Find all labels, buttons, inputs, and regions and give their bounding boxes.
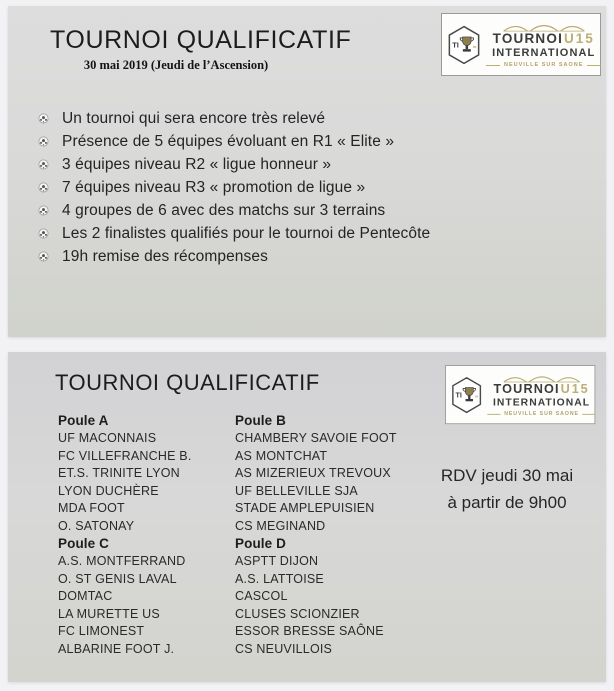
team-row: A.S. LATTOISE xyxy=(235,571,324,586)
logo-age-category: U15 xyxy=(560,381,590,397)
bullet-item: 4 groupes de 6 avec des matchs sur 3 terrains xyxy=(38,199,430,222)
soccer-ball-icon xyxy=(38,205,49,216)
team-row: LA MURETTE US xyxy=(58,606,160,621)
hexagon-trophy-badge-icon xyxy=(451,376,483,414)
team-row: CLUSES SCIONZIER xyxy=(235,606,360,621)
team-row: AS MONTCHAT xyxy=(235,448,328,463)
team-row: FC LIMONEST xyxy=(58,624,145,638)
pool-header: Poule B xyxy=(235,413,286,428)
team-row: ASPTT DIJON xyxy=(235,554,319,568)
team-row: FC VILLEFRANCHE B. xyxy=(58,448,192,463)
team-row: UF MACONNAIS xyxy=(58,431,157,445)
svg-text:85: 85 xyxy=(475,394,479,399)
svg-text:TI: TI xyxy=(452,39,459,49)
pool-d xyxy=(235,535,397,658)
team-row: CS NEUVILLOIS xyxy=(235,641,333,656)
logo-subtitle: INTERNATIONAL xyxy=(492,396,591,409)
pools-column-left xyxy=(58,412,235,658)
divider xyxy=(487,413,500,414)
logo-location: NEUVILLE SUR SAONE xyxy=(504,411,579,417)
bullet-item: 19h remise des récompenses xyxy=(38,245,430,268)
team-row: O. SATONAY xyxy=(58,518,135,533)
soccer-ball-icon xyxy=(38,159,49,170)
soccer-ball-icon xyxy=(38,136,49,147)
team-row: ALBARINE FOOT J. xyxy=(58,641,175,656)
bullet-item: Présence de 5 équipes évoluant en R1 « Elite » xyxy=(38,130,430,153)
pool-c xyxy=(58,535,235,658)
pool-header: Poule C xyxy=(58,536,109,551)
pool-b xyxy=(235,412,397,535)
pool-a xyxy=(58,412,235,535)
team-row: ET.S. TRINITE LYON xyxy=(58,466,180,480)
logo-subtitle: INTERNATIONAL xyxy=(492,47,596,59)
team-row: ESSOR BRESSE SAÔNE xyxy=(235,624,384,638)
team-row: CASCOL xyxy=(235,589,288,603)
rdv-line1: RDV jeudi 30 mai xyxy=(440,466,574,485)
logo-text-block xyxy=(487,373,596,417)
team-row: DOMTAC xyxy=(58,589,113,603)
team-row: STADE AMPLEPUISIEN xyxy=(235,501,375,515)
pool-header: Poule D xyxy=(235,536,286,551)
soccer-ball-icon xyxy=(38,228,49,239)
divider xyxy=(587,65,601,66)
team-row: CHAMBERY SAVOIE FOOT xyxy=(235,431,397,445)
svg-text:TI: TI xyxy=(455,390,462,399)
team-row: MDA FOOT xyxy=(58,501,125,515)
bullet-item: 7 équipes niveau R3 « promotion de ligue » xyxy=(38,176,430,199)
soccer-ball-icon xyxy=(38,251,49,262)
logo-location: NEUVILLE SUR SAONE xyxy=(486,62,601,68)
tournament-logo xyxy=(445,365,595,424)
bullet-list xyxy=(38,107,430,268)
bottom-slide-panel xyxy=(8,352,606,682)
rdv-line2: à partir de 9h00 xyxy=(447,493,567,512)
pools-column-right xyxy=(235,412,397,658)
hexagon-trophy-badge-icon xyxy=(447,25,481,65)
bullet-item: Un tournoi qui sera encore très relevé xyxy=(38,107,430,130)
tournament-logo xyxy=(441,13,601,76)
divider xyxy=(583,413,596,414)
soccer-ball-icon xyxy=(38,113,49,124)
logo-title: TOURNOI xyxy=(492,31,564,46)
team-row: A.S. MONTFERRAND xyxy=(58,554,186,568)
date-subtitle: 30 mai 2019 (Jeudi de l’Ascension) xyxy=(83,58,269,72)
team-row: LYON DUCHÈRE xyxy=(58,483,159,498)
team-row: AS MIZERIEUX TREVOUX xyxy=(235,466,391,480)
page-title: TOURNOI QUALIFICATIF xyxy=(50,26,352,54)
team-row: O. ST GENIS LAVAL xyxy=(58,571,177,586)
rdv-note xyxy=(417,462,597,516)
soccer-ball-icon xyxy=(38,182,49,193)
logo-text-block xyxy=(486,21,601,68)
logo-title: TOURNOI xyxy=(493,381,560,397)
team-row: UF BELLEVILLE SJA xyxy=(235,483,358,498)
top-slide-panel xyxy=(8,6,606,337)
pool-header: Poule A xyxy=(58,413,109,428)
divider xyxy=(486,65,500,66)
pools-grid xyxy=(58,412,397,658)
page-title: TOURNOI QUALIFICATIF xyxy=(55,370,320,395)
bullet-item: 3 équipes niveau R2 « ligue honneur » xyxy=(38,153,430,176)
bullet-item: Les 2 finalistes qualifiés pour le tournoi de Pentecôte xyxy=(38,222,430,245)
logo-age-category: U15 xyxy=(564,31,595,46)
svg-text:85: 85 xyxy=(472,44,477,49)
team-row: CS MEGINAND xyxy=(235,518,326,533)
